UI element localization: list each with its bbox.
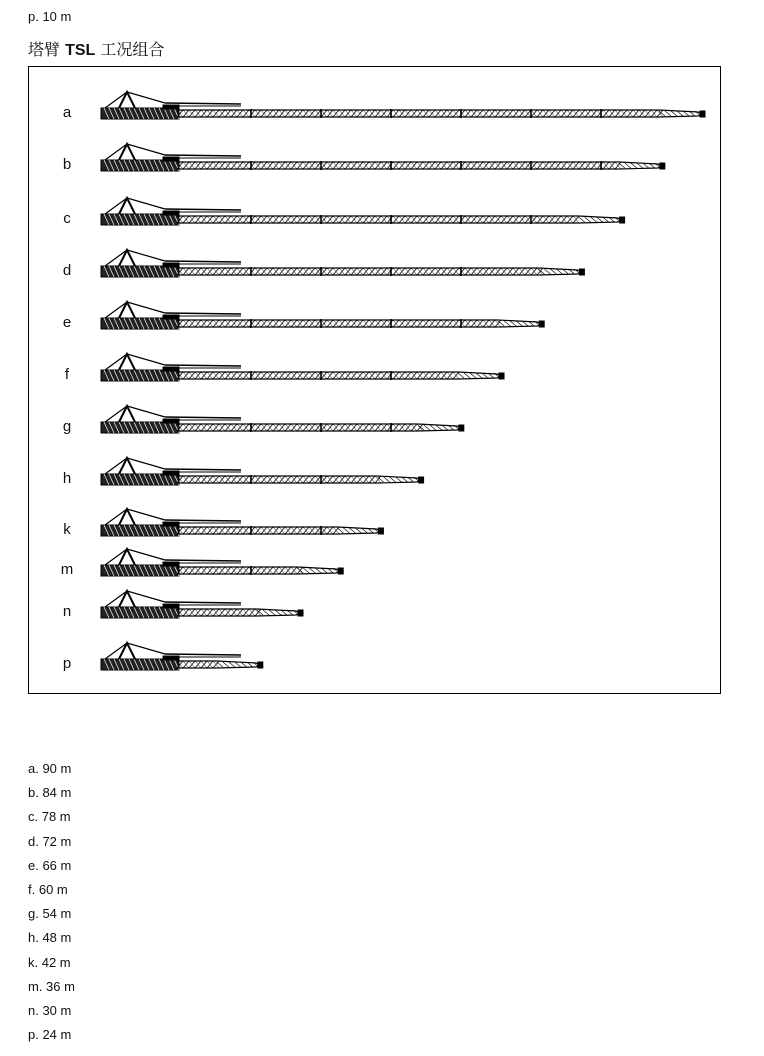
jib-label-b: b bbox=[62, 156, 72, 173]
jib-label-e: e bbox=[62, 314, 72, 331]
jib-label-d: d bbox=[62, 262, 72, 279]
legend-item-p: p. 24 m bbox=[28, 1027, 72, 1043]
jib-label-c: c bbox=[63, 210, 71, 227]
section-title-suffix: 工况组合 bbox=[100, 40, 165, 59]
legend-item-e: e. 66 m bbox=[28, 857, 72, 873]
jib-drawing-p bbox=[101, 643, 263, 670]
legend-item-b: b. 84 m bbox=[28, 785, 72, 801]
legend-item-c: c. 78 m bbox=[28, 809, 71, 825]
jib-label-m: m bbox=[60, 561, 74, 578]
jib-label-h: h bbox=[62, 470, 72, 487]
jib-label-p: p bbox=[62, 655, 72, 672]
legend-item-k: k. 42 m bbox=[28, 954, 71, 970]
legend-item-n: n. 30 m bbox=[28, 1002, 72, 1018]
jib-drawing-h bbox=[101, 458, 424, 485]
section-title-prefix: 塔臂 bbox=[28, 40, 61, 59]
jib-drawing-b bbox=[101, 144, 665, 171]
section-title-code: TSL bbox=[65, 42, 96, 59]
top-note: p. 10 m bbox=[28, 9, 72, 24]
jib-length-legend bbox=[28, 761, 75, 1051]
legend-item-a: a. 90 m bbox=[28, 761, 72, 776]
legend-item-f: f. 60 m bbox=[28, 881, 68, 897]
jib-drawing-a bbox=[101, 92, 705, 119]
legend-item-h: h. 48 m bbox=[28, 930, 72, 946]
jib-label-a: a bbox=[62, 104, 72, 121]
jib-drawing-c bbox=[101, 198, 625, 225]
jib-drawing-m bbox=[101, 549, 343, 576]
jib-drawings bbox=[29, 67, 720, 693]
jib-drawing-k bbox=[101, 509, 383, 536]
jib-label-f: f bbox=[64, 366, 70, 383]
jib-drawing-f bbox=[101, 354, 504, 381]
jib-drawing-d bbox=[101, 250, 584, 277]
jib-label-g: g bbox=[62, 418, 72, 435]
jib-configuration-figure bbox=[28, 66, 721, 694]
jib-drawing-e bbox=[101, 302, 544, 329]
legend-item-m: m. 36 m bbox=[28, 978, 75, 994]
jib-drawing-n bbox=[101, 591, 303, 618]
jib-label-k: k bbox=[63, 521, 71, 538]
legend-item-d: d. 72 m bbox=[28, 833, 72, 849]
legend-item-g: g. 54 m bbox=[28, 906, 72, 922]
section-title bbox=[28, 40, 164, 61]
jib-drawing-g bbox=[101, 406, 464, 433]
jib-label-n: n bbox=[62, 603, 72, 620]
